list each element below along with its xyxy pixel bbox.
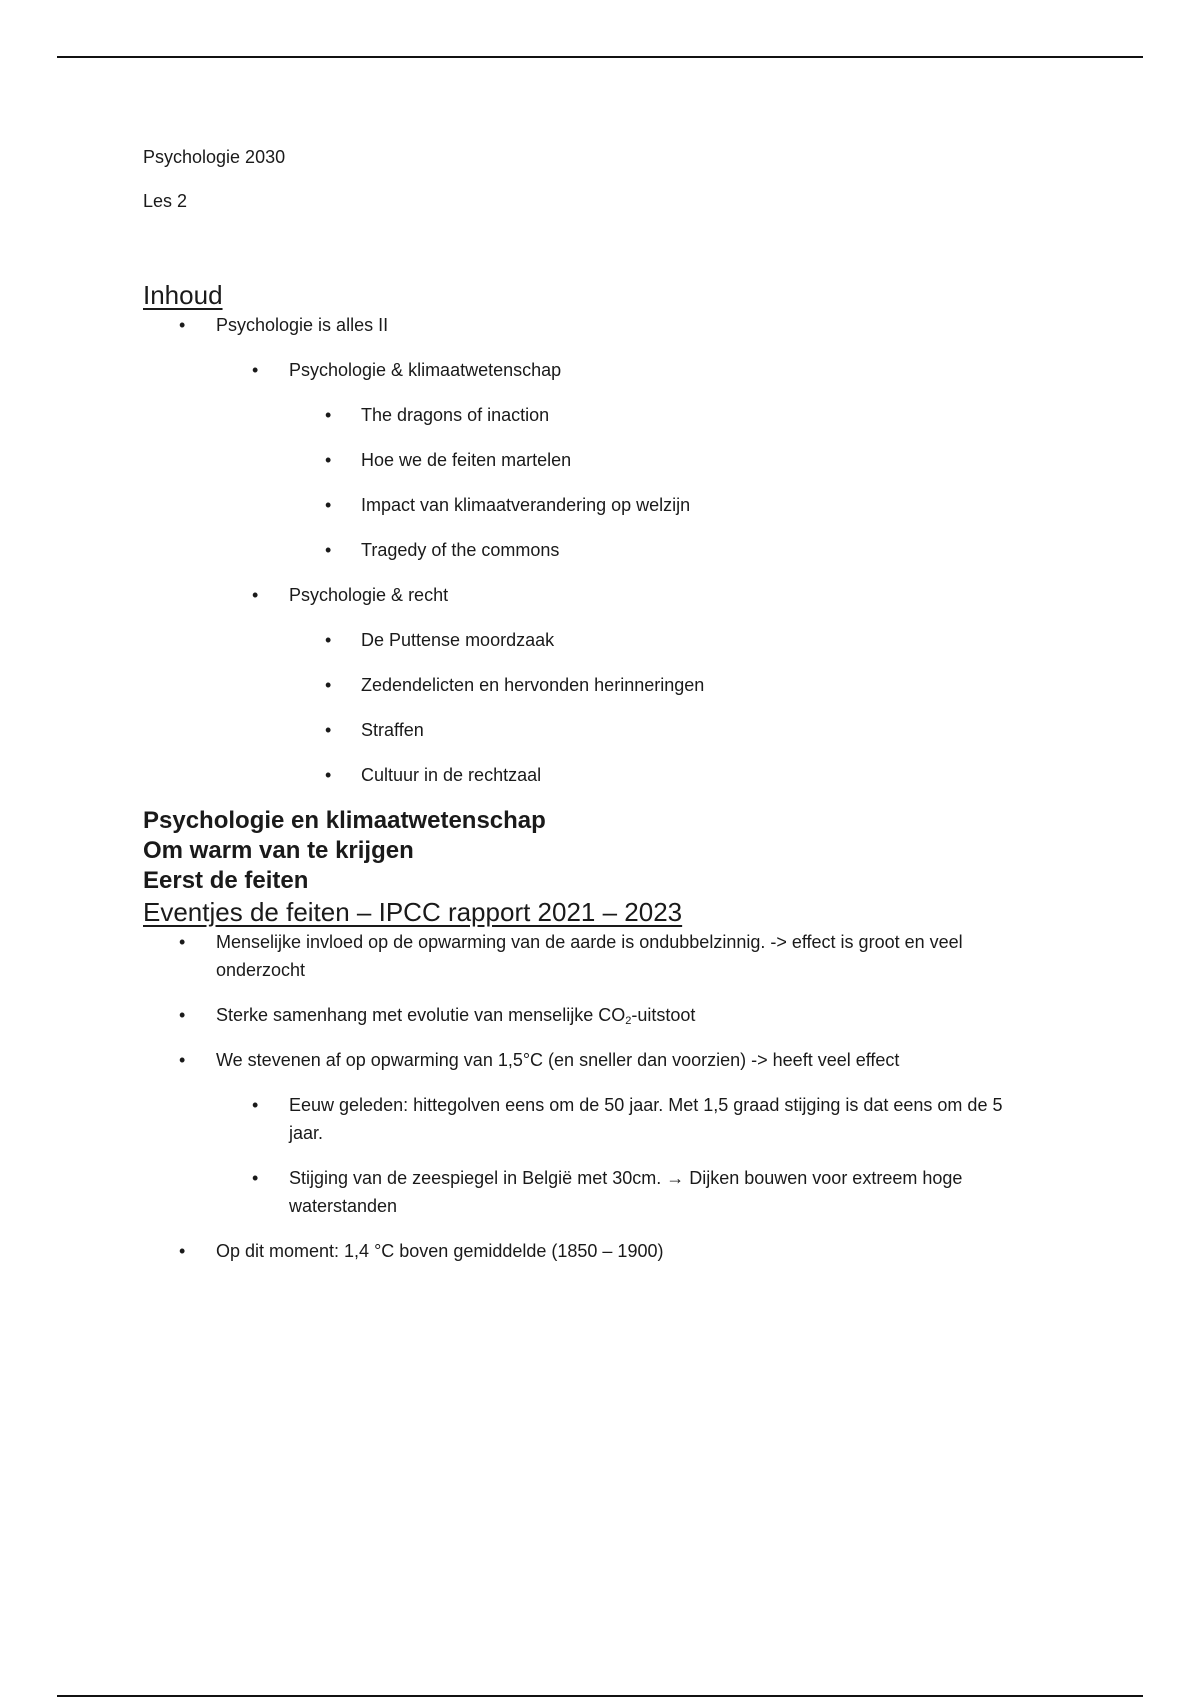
- toc-item: [143, 536, 1063, 564]
- bullet-icon: •: [252, 1168, 259, 1188]
- section-heading-ipcc: Eventjes de feiten – IPCC rapport 2021 – 2023: [143, 897, 683, 927]
- list-item: [143, 1001, 1063, 1029]
- list-item-text: Menselijke invloed op de opwarming van de aarde is ondubbelzinnig. -> effect is groot en veel onderzocht: [216, 932, 963, 980]
- toc-item-label: Psychologie & klimaatwetenschap: [289, 360, 562, 380]
- bullet-icon: •: [252, 585, 259, 605]
- list-item: [143, 1237, 1063, 1265]
- bullet-icon: •: [325, 630, 332, 650]
- bullet-icon: •: [252, 360, 259, 380]
- bullet-icon: •: [325, 675, 332, 695]
- lesson-number: Les 2: [143, 191, 188, 211]
- list-item: [143, 1046, 1063, 1074]
- facts-list: [143, 928, 1063, 1265]
- toc-item-label: Psychologie is alles II: [216, 315, 389, 335]
- toc-item: [143, 491, 1063, 519]
- toc-item: [143, 356, 1063, 384]
- bullet-icon: •: [325, 720, 332, 740]
- toc-item: [143, 581, 1063, 609]
- toc-item-label: Zedendelicten en hervonden herinneringen: [361, 675, 705, 695]
- list-item: [143, 1091, 1063, 1147]
- toc-item-label: Straffen: [361, 720, 424, 740]
- toc-item-label: Psychologie & recht: [289, 585, 449, 605]
- section-heading-warm: Om warm van te krijgen: [143, 837, 414, 864]
- bullet-icon: •: [179, 1050, 186, 1070]
- document-page: [143, 138, 1063, 1282]
- list-item-text: Sterke samenhang met evolutie van menselijke CO: [216, 1005, 626, 1025]
- toc-item-label: Impact van klimaatverandering op welzijn: [361, 495, 691, 515]
- bullet-icon: •: [325, 405, 332, 425]
- toc-item: [143, 716, 1063, 744]
- toc-item: [143, 761, 1063, 789]
- toc-item: [143, 671, 1063, 699]
- bullet-icon: •: [179, 315, 186, 335]
- bullet-icon: •: [325, 495, 332, 515]
- list-item: [143, 928, 1063, 984]
- bullet-icon: •: [179, 1241, 186, 1261]
- list-item-text: We stevenen af op opwarming van 1,5°C (en sneller dan voorzien) -> heeft veel effect: [216, 1050, 900, 1070]
- section-heading-climate: Psychologie en klimaatwetenschap: [143, 807, 546, 834]
- bullet-icon: •: [252, 1095, 259, 1115]
- toc-heading: Inhoud: [143, 280, 223, 310]
- list-item-text: Op dit moment: 1,4 °C boven gemiddelde (1850 – 1900): [216, 1241, 664, 1261]
- toc-item: [143, 311, 1063, 339]
- bottom-rule: [57, 1695, 1143, 1697]
- subscript: 2: [625, 1015, 632, 1027]
- course-title: Psychologie 2030: [143, 147, 286, 167]
- list-item-text: Stijging van de zeespiegel in België met 30cm. → Dijken bouwen voor extreem hoge waterstanden: [289, 1168, 963, 1216]
- toc-item-label: Cultuur in de rechtzaal: [361, 765, 542, 785]
- bullet-icon: •: [325, 540, 332, 560]
- section-heading-facts: Eerst de feiten: [143, 867, 309, 894]
- toc-item: [143, 401, 1063, 429]
- toc-item: [143, 626, 1063, 654]
- toc-item-label: De Puttense moordzaak: [361, 630, 555, 650]
- list-item: [143, 1164, 1063, 1220]
- toc-item-label: The dragons of inaction: [361, 405, 550, 425]
- bullet-icon: •: [325, 765, 332, 785]
- bullet-icon: •: [325, 450, 332, 470]
- list-item-text: -uitstoot: [631, 1005, 696, 1025]
- toc-item-label: Hoe we de feiten martelen: [361, 450, 572, 470]
- bullet-icon: •: [179, 932, 186, 952]
- toc-item-label: Tragedy of the commons: [361, 540, 560, 560]
- list-item-text: Eeuw geleden: hittegolven eens om de 50 jaar. Met 1,5 graad stijging is dat eens om de 5 jaar.: [289, 1095, 1003, 1143]
- bullet-icon: •: [179, 1005, 186, 1025]
- top-rule: [57, 56, 1143, 58]
- toc-item: [143, 446, 1063, 474]
- toc-list: [143, 311, 1063, 789]
